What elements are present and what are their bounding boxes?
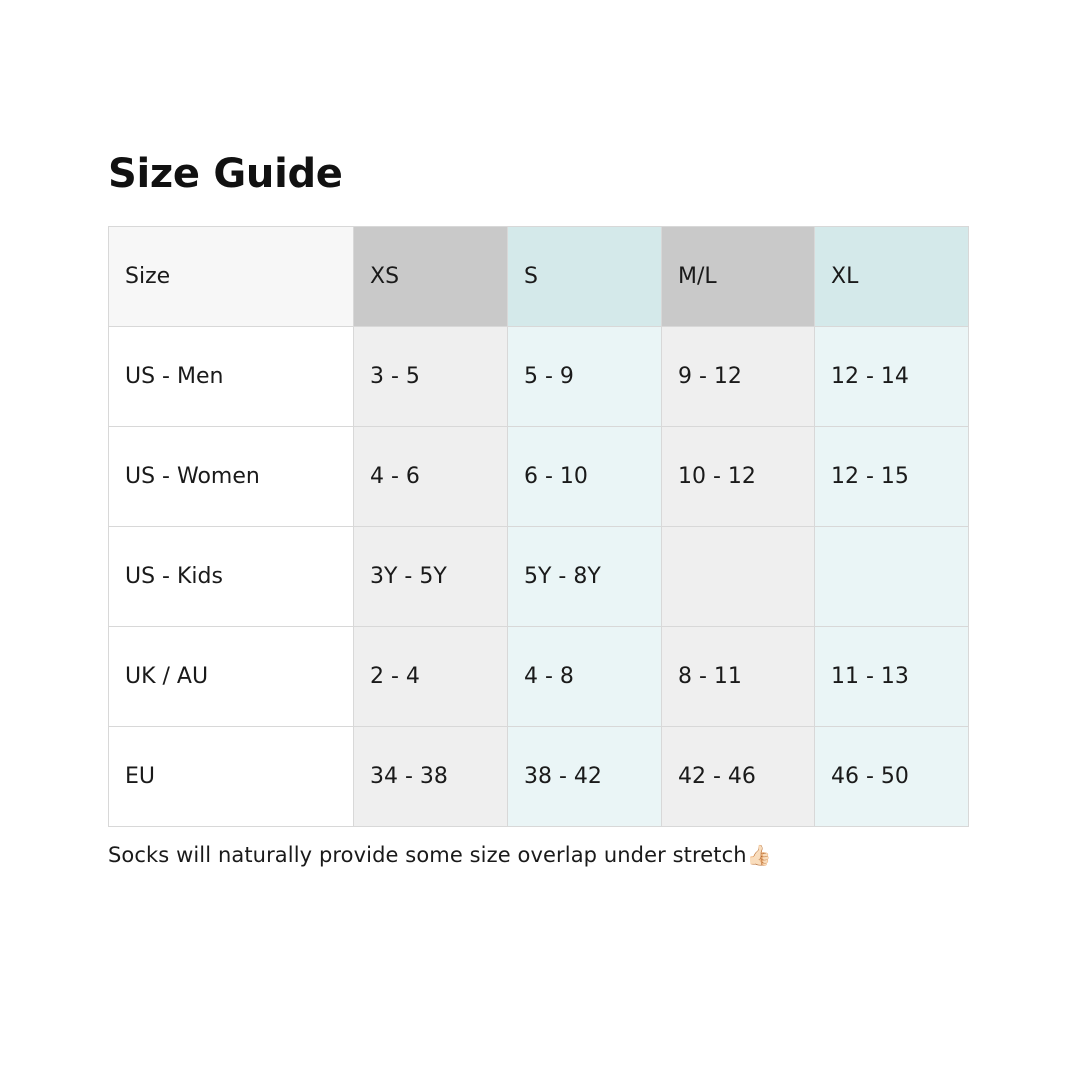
column-header-xs: XS xyxy=(354,227,508,327)
size-table-container xyxy=(108,226,968,827)
table-cell: 4 - 8 xyxy=(508,627,662,727)
table-cell: 9 - 12 xyxy=(662,327,815,427)
table-row xyxy=(109,527,969,627)
column-header-xl: XL xyxy=(815,227,969,327)
row-label: US - Kids xyxy=(109,527,354,627)
table-cell xyxy=(662,527,815,627)
page-title: Size Guide xyxy=(108,151,343,197)
table-cell: 2 - 4 xyxy=(354,627,508,727)
table-cell: 38 - 42 xyxy=(508,727,662,827)
stretch-note-text: Socks will naturally provide some size overlap under stretch xyxy=(108,843,747,867)
table-row xyxy=(109,427,969,527)
table-cell: 6 - 10 xyxy=(508,427,662,527)
table-cell: 4 - 6 xyxy=(354,427,508,527)
table-cell xyxy=(815,527,969,627)
table-row xyxy=(109,327,969,427)
table-row xyxy=(109,627,969,727)
row-label: EU xyxy=(109,727,354,827)
row-label: US - Women xyxy=(109,427,354,527)
row-label: UK / AU xyxy=(109,627,354,727)
table-cell: 11 - 13 xyxy=(815,627,969,727)
table-row xyxy=(109,727,969,827)
table-cell: 46 - 50 xyxy=(815,727,969,827)
table-cell: 10 - 12 xyxy=(662,427,815,527)
column-header-ml: M/L xyxy=(662,227,815,327)
thumbs-up-icon: 👍🏻 xyxy=(746,843,772,867)
table-cell: 42 - 46 xyxy=(662,727,815,827)
stretch-note xyxy=(108,843,772,867)
table-cell: 5Y - 8Y xyxy=(508,527,662,627)
table-cell: 8 - 11 xyxy=(662,627,815,727)
table-cell: 12 - 14 xyxy=(815,327,969,427)
size-table xyxy=(108,226,969,827)
table-cell: 3Y - 5Y xyxy=(354,527,508,627)
table-cell: 12 - 15 xyxy=(815,427,969,527)
row-label: US - Men xyxy=(109,327,354,427)
table-cell: 34 - 38 xyxy=(354,727,508,827)
table-cell: 5 - 9 xyxy=(508,327,662,427)
column-header-s: S xyxy=(508,227,662,327)
table-cell: 3 - 5 xyxy=(354,327,508,427)
table-header-row xyxy=(109,227,969,327)
column-header-size: Size xyxy=(109,227,354,327)
